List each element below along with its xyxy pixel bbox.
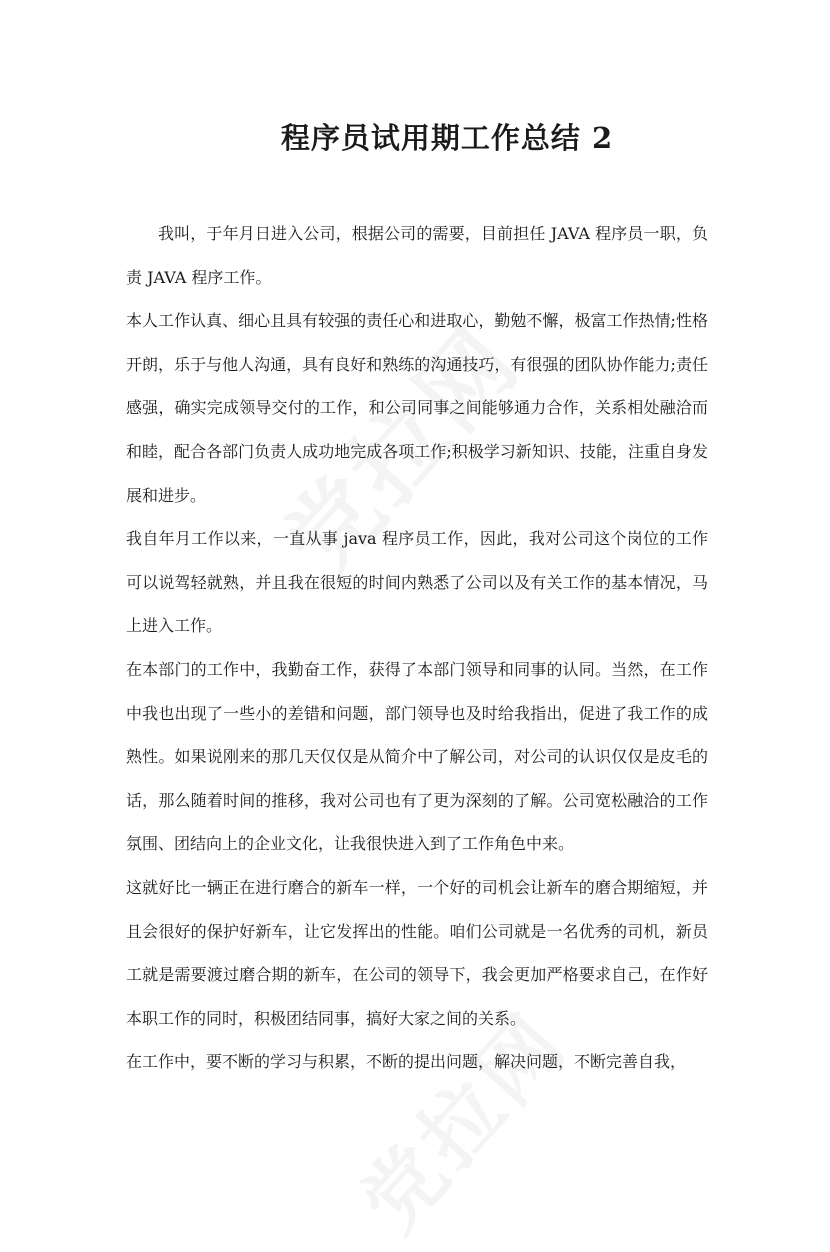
document-body <box>126 212 708 1084</box>
paragraph: 我叫，于年月日进入公司，根据公司的需要，目前担任 JAVA 程序员一职，负责 JAVA 程序工作。 <box>126 224 708 287</box>
paragraph: 在本部门的工作中，我勤奋工作，获得了本部门领导和同事的认同。当然，在工作中我也出现了一些小的差错和问题，部门领导也及时给我指出，促进了我工作的成熟性。如果说刚来的那几天仅仅是从简介中了解公司，对公司的认识仅仅是皮毛的话，那么随着时间的推移，我对公司也有了更为深刻的了解。公司宽松融洽的工作氛围、团结向上的企业文化，让我很快进入到了工作角色中来。 <box>126 659 708 854</box>
document-title: 程序员试用期工作总结 2 <box>280 121 614 155</box>
paragraph: 这就好比一辆正在进行磨合的新车一样，一个好的司机会让新车的磨合期缩短，并且会很好的保护好新车，让它发挥出的性能。咱们公司就是一名优秀的司机，新员工就是需要渡过磨合期的新车，在公司的领导下，我会更加严格要求自己，在作好本职工作的同时，积极团结同事，搞好大家之间的关系。 <box>126 877 708 1028</box>
paragraph: 在工作中，要不断的学习与积累，不断的提出问题，解决问题，不断完善自我， <box>126 1052 687 1072</box>
paragraph: 本人工作认真、细心且具有较强的责任心和进取心，勤勉不懈，极富工作热情;性格开朗，乐于与他人沟通，具有良好和熟练的沟通技巧，有很强的团队协作能力;责任感强，确实完成领导交付的工作，和公司同事之间能够通力合作，关系相处融洽而和睦，配合各部门负责人成功地完成各项工作;积极学习新知识、技能，注重自身发展和进步。 <box>126 311 708 505</box>
paragraph: 我自年月工作以来，一直从事 java 程序员工作，因此，我对公司这个岗位的工作可以说驾轻就熟，并且我在很短的时间内熟悉了公司以及有关工作的基本情况，马上进入工作。 <box>126 529 708 636</box>
